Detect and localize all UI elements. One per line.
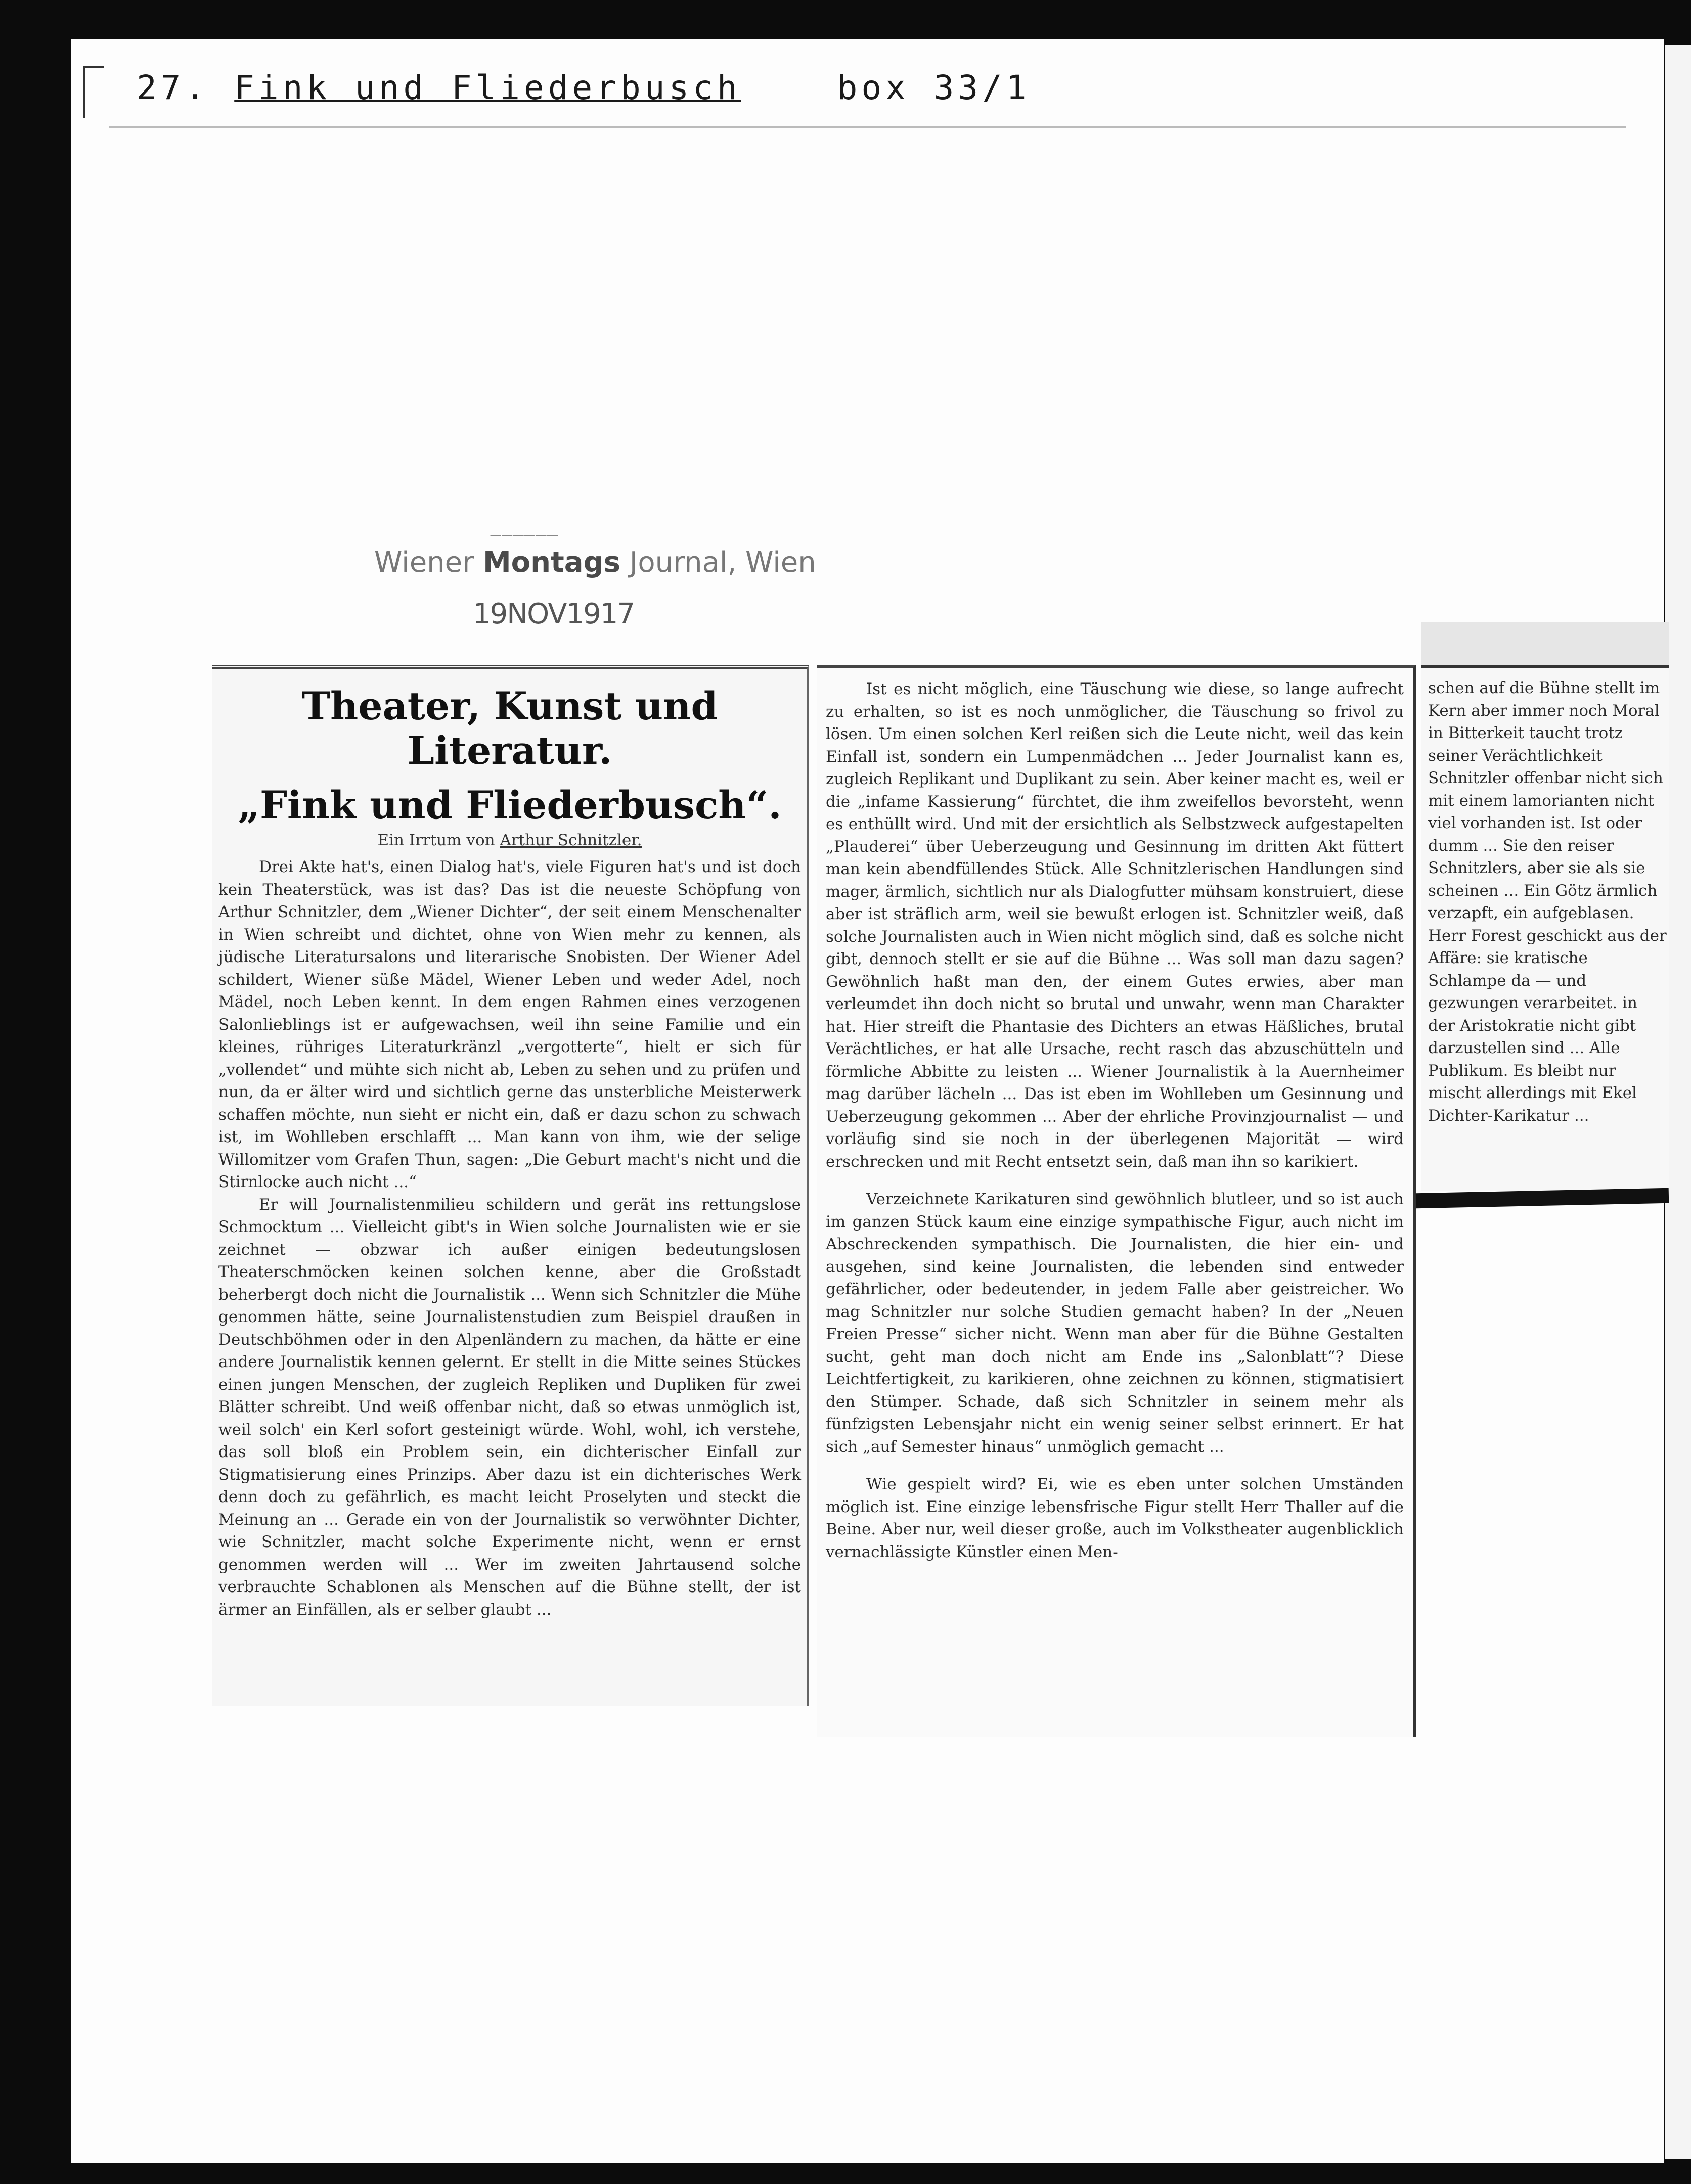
article-column-2 bbox=[817, 665, 1416, 1737]
byline-author: Arthur Schnitzler. bbox=[500, 831, 642, 849]
stamp-paper-suffix: Journal, Wien bbox=[629, 546, 816, 579]
stamp-paper-prefix: Wiener bbox=[374, 546, 474, 579]
byline-prefix: Ein Irrtum von bbox=[377, 831, 495, 849]
byline bbox=[218, 828, 801, 853]
header-rule bbox=[109, 126, 1626, 128]
newspaper-stamp bbox=[374, 546, 816, 579]
article-column-3 bbox=[1421, 665, 1669, 1191]
article-paragraph: Ist es nicht möglich, eine Täuschung wie diese, so lange aufrecht zu erhalten, so ist es noch unmöglicher, die Täuschung so frivol zu lösen. Um einen solchen Kerl reißen sich die Leute nicht, weil das kein Einfall ist, sondern ein Lumpenmädchen ... Jeder Journalist kann es, zugleich Replikant und Duplikant zu sein. Aber keiner macht es, weil er die „infame Kassierung“ fürchtet, die ihm zweifellos bevorsteht, wenn es enthüllt wird. Und mit der ersichtlich als Selbstzweck aufgestapelten „Plauderei“ über Ueberzeugung und Gesinnung im dritten Akt füttert man kein abendfüllendes Stück. Alle Schnitzlerischen Handlungen sind mager, ärmlich, sichtlich nur als Dialogfutter mühsam konstruiert, diese aber ist sträflich arm, weil sie bewußt erlogen ist. Schnitzler weiß, daß solche Journalisten auch in Wien nicht möglich sind, daß es solche nicht gibt, dennoch stellt er sie auf die Bühne ... Was soll man dazu sagen? Gewöhnlich haßt man den, der einem Gutes erwies, aber man verleumdet ihn doch nicht so brutal und unwahr, wenn man Charakter hat. Hier streift die Phantasie des Dichters an etwas Häßliches, brutal Verächtliches, er hat alle Ursache, recht rasch das abzuschütteln und förmliche Abbitte zu leisten ... Wiener Journalistik à la Auernheimer mag darüber lächeln ... Das ist eben im Wohlleben um Gesinnung und Ueberzeugung gekommen ... Aber der ehrliche Provinzjournalist — und vorläufig sind sie noch in der überlegenen Majorität — wird erschrecken und mit Recht entsetzt sein, daß man ihn so karikiert. bbox=[826, 680, 1404, 1171]
article-paragraph: Verzeichnete Karikaturen sind gewöhnlich blutleer, und so ist auch im ganzen Stück kaum eine einzige sympathische Figur, auch nicht im Abschreckenden sympathisch. Die Journalisten, die hier ein- und ausgehen, sind keine Journalisten, die lebenden sind entweder gefährlicher, oder bedeutender, in jedem Falle aber geistreicher. Wo mag Schnitzler nur solche Studien gemacht haben? In der „Neuen Freien Presse“ sicher nicht. Wenn man aber für die Bühne Gestalten sucht, geht man doch nicht am Ende ins „Salonblatt“? Diese Leichtfertigkeit, zu karikieren, ohne zeichnen zu können, stigmatisiert den Stümper. Schade, daß sich Schnitzler in seinem mehr als fünfzigsten Lebensjahr nicht ein wenig seiner selbst erinnert. Er hat sich „auf Semester hinaus“ unmöglich gemacht ... bbox=[826, 1190, 1404, 1456]
article-column-1 bbox=[212, 665, 809, 1706]
date-stamp: 19NOV1917 bbox=[473, 598, 635, 630]
box-label: box 33/1 bbox=[837, 68, 1031, 107]
item-number: 27. bbox=[137, 68, 209, 107]
headline-title: „Fink und Fliederbusch“. bbox=[238, 783, 782, 828]
work-title: Fink und Fliederbusch bbox=[234, 68, 741, 107]
clipping-shadow bbox=[1421, 622, 1669, 667]
article-paragraph: schen auf die Bühne stellt im Kern aber immer noch Moral in Bitterkeit taucht trotz seiner Verächtlichkeit Schnitzler offenbar nicht sich mit einem lamorianten nicht viel vorhanden ist. Ist oder dumm ... Sie den reiser Schnitzlers, aber sie als sie scheinen ... Ein Götz ärmlich verzapft, ein aufgeblasen. Herr Forest geschickt aus der Affäre: sie kratische Schlampe da — und gezwungen verarbeitet. in der Aristokratie nicht gibt darzustellen sind ... Alle Publikum. Es bleibt nur mischt allerdings mit Ekel Dichter-Karikatur ... bbox=[1428, 679, 1667, 1125]
article-paragraph: Drei Akte hat's, einen Dialog hat's, viele Figuren hat's und ist doch kein Theaterstück, was ist das? Das ist die neueste Schöpfung von Arthur Schnitzler, dem „Wiener Dichter“, der seit einem Menschenalter in Wien schreibt und dichtet, ohne von Wien mehr zu kennen, als jüdische Literatursalons und literarische Snobisten. Der Wiener Adel schildert, Wiener süße Mädel, Wiener Leben und weder Adel, noch Mädel, noch Leben kennt. In dem engen Rahmen eines verzogenen Salonlieblings ist er aufgewachsen, weil ihn seine Familie und ein kleines, rühriges Literaturkränzl „vergotterte“, hielt er sich für „vollendet“ und mühte sich nicht ab, Leben zu sehen und zu prüfen und nun, da er älter wird und sichtlich gerne das unsterbliche Meisterwerk schaffen möchte, nun sieht er nicht ein, daß er dazu schon zu schwach ist, im Wohlleben erschlafft ... Man kann von ihm, wie der selige Willomitzer vom Grafen Thun, sagen: „Die Geburt macht's nicht und die Stirnlocke auch nicht ...“ bbox=[218, 858, 801, 1191]
article-paragraph: Wie gespielt wird? Ei, wie es eben unter solchen Umständen möglich ist. Eine einzige lebensfrische Figur stellt Herr Thaller auf die Beine. Aber nur, weil dieser große, auch im Volkstheater augenblicklich vernachlässigte Künstler einen Men- bbox=[826, 1475, 1404, 1561]
headline-section: Theater, Kunst und Literatur. bbox=[301, 684, 718, 773]
article-paragraph: Er will Journalistenmilieu schildern und gerät ins rettungslose Schmocktum ... Vielleicht gibt's in Wien solche Journalisten wie er sie zeichnet — obzwar ich außer einigen bedeutungslosen Theaterschmöcken keinen solchen kenne, aber die Großstadt beherbergt doch nicht die Journalistik ... Wenn sich Schnitzler die Mühe genommen hätte, seine Journalistenstudien zum Beispiel draußen in Deutschböhmen oder in den Alpenländern zu machen, da hätte er eine andere Journalistik kennen gelernt. Er stellt in die Mitte seines Stückes einen jungen Menschen, der zugleich Repliken und Dupliken für zwei Blätter schreibt. Und weiß offenbar nicht, daß so etwas unmöglich ist, weil solch' ein Kerl sofort gesteinigt würde. Wohl, wohl, ich verstehe, das soll bloß ein Problem sein, ein dichterischer Einfall zur Stigmatisierung eines Prinzips. Aber dazu ist ein dichterisches Werk denn doch zu gefährlich, es macht leicht Proselyten und steckt die Meinung an ... Gerade ein von der Journalistik so verwöhnter Dichter, wie Schnitzler, macht solche Experimente nicht, wenn er ernst genommen werden will ... Wer im zweiten Jahrtausend solche verbrauchte Schablonen als Menschen auf die Bühne stellt, der ist ärmer an Einfällen, als er selber glaubt ... bbox=[218, 1195, 801, 1619]
archive-header bbox=[137, 68, 1031, 107]
stamp-dots: ────── bbox=[491, 526, 559, 546]
stamp-paper-bold: Montags bbox=[482, 546, 620, 579]
corner-bracket bbox=[83, 66, 104, 118]
